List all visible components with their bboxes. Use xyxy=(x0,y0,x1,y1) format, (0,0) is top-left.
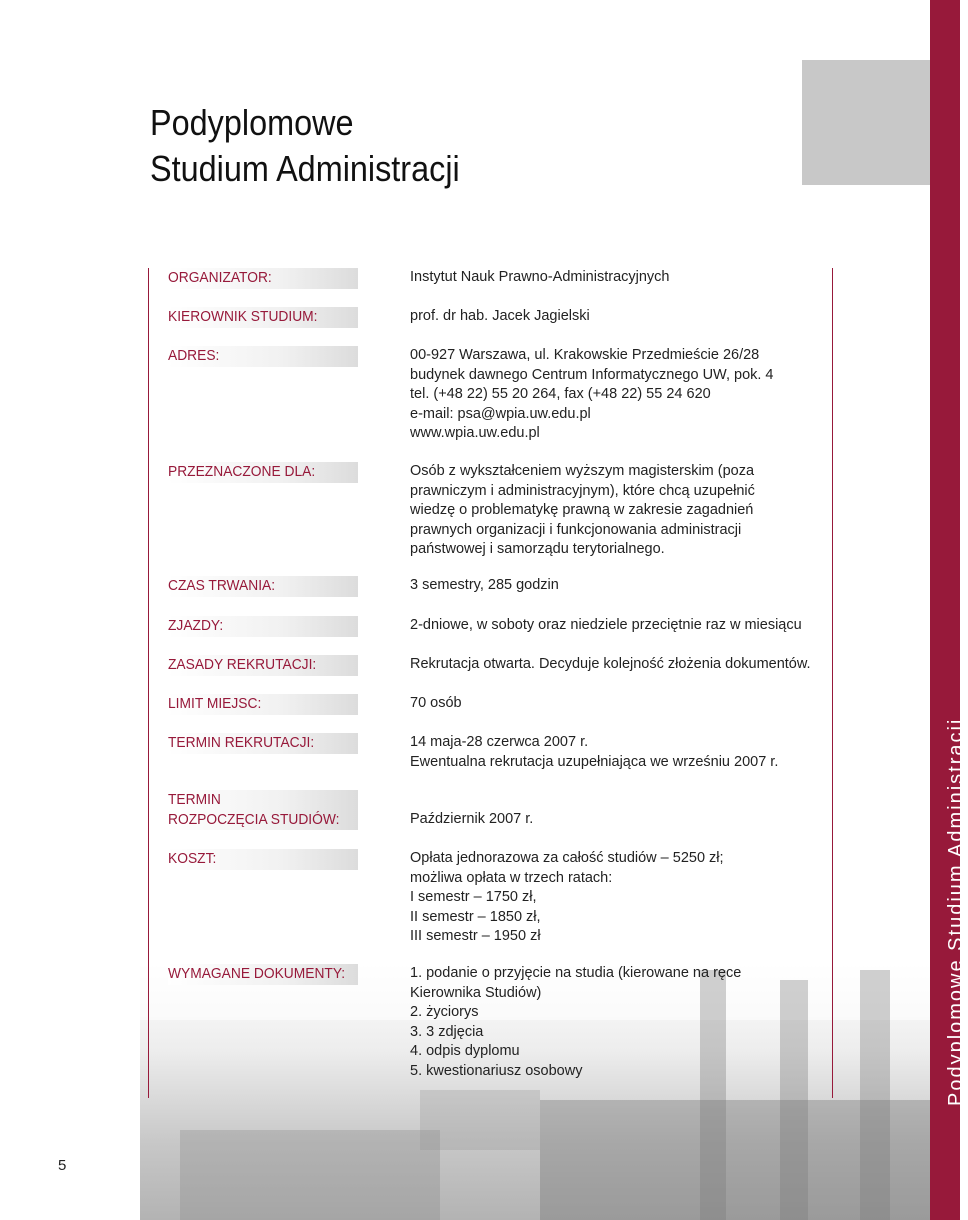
value-line: budynek dawnego Centrum Informatycznego UW, pok. 4 xyxy=(410,366,774,383)
photo-building xyxy=(180,1130,440,1220)
value-termin-rozpoczecia xyxy=(410,810,820,830)
value-line: II semestr – 1850 zł, xyxy=(410,908,541,925)
email-link[interactable]: e-mail: psa@wpia.uw.edu.pl xyxy=(410,405,591,422)
divider-left xyxy=(148,268,149,1098)
label-zasady: ZASADY REKRUTACJI: xyxy=(168,655,358,676)
label-adres: ADRES: xyxy=(168,346,358,367)
page-title-line1: Podyplomowe xyxy=(150,102,354,143)
label-termin-rozpoczecia: TERMIN ROZPOCZĘCIA STUDIÓW: xyxy=(168,790,358,830)
list-item: Kierownika Studiów) xyxy=(410,984,542,1001)
label-termin-rekrutacji: TERMIN REKRUTACJI: xyxy=(168,733,358,754)
value-czas xyxy=(410,576,820,596)
list-item: 2. życiorys xyxy=(410,1004,479,1020)
value-line: prawniczym i administracyjnym), które chcą uzupełnić xyxy=(410,482,755,499)
value-dokumenty xyxy=(410,964,820,1081)
value-zasady xyxy=(410,655,820,675)
label-przeznaczone: PRZEZNACZONE DLA: xyxy=(168,462,358,483)
value-line: prawnych organizacji i funkcjonowania administracji xyxy=(410,521,742,538)
value-line: Instytut Nauk Prawno-Administracyjnych xyxy=(410,269,670,285)
value-limit xyxy=(410,694,820,714)
page-title-line2: Studium Administracji xyxy=(150,148,460,189)
value-line: 00-927 Warszawa, ul. Krakowskie Przedmieście 26/28 xyxy=(410,347,760,363)
value-line: prof. dr hab. Jacek Jagielski xyxy=(410,308,590,324)
value-line: I semestr – 1750 zł, xyxy=(410,889,537,905)
value-termin-rekrutacji xyxy=(410,733,820,772)
value-adres xyxy=(410,346,820,444)
photo-tower xyxy=(420,1090,540,1150)
decorative-gray-block xyxy=(802,60,930,185)
list-item: 5. kwestionariusz osobowy xyxy=(410,1062,583,1079)
value-line: 70 osób xyxy=(410,695,462,711)
value-line: Opłata jednorazowa za całość studiów – 5250 zł; xyxy=(410,850,724,866)
label-limit: LIMIT MIEJSC: xyxy=(168,694,358,715)
value-line: Rekrutacja otwarta. Decyduje kolejność złożenia dokumentów. xyxy=(410,656,811,672)
value-organizator xyxy=(410,268,820,288)
value-przeznaczone xyxy=(410,462,820,560)
value-line: Ewentualna rekrutacja uzupełniająca we wrześniu 2007 r. xyxy=(410,753,779,770)
label-kierownik: KIEROWNIK STUDIUM: xyxy=(168,307,358,328)
list-item: 1. podanie o przyjęcie na studia (kierowane na ręce xyxy=(410,965,742,981)
value-line: Osób z wykształceniem wyższym magisterskim (poza xyxy=(410,463,755,479)
side-title: Podyplomowe Studium Administracji xyxy=(945,717,967,1106)
value-line: 2-dniowe, w soboty oraz niedziele przeciętnie raz w miesiącu xyxy=(410,617,802,633)
value-koszt xyxy=(410,849,820,947)
website-link[interactable]: www.wpia.uw.edu.pl xyxy=(410,425,540,441)
value-line: wiedzę o problematykę prawną w zakresie zagadnień xyxy=(410,502,754,518)
value-kierownik xyxy=(410,307,820,327)
value-line: tel. (+48 22) 55 20 264, fax (+48 22) 55 24 620 xyxy=(410,386,711,402)
value-line: 3 semestry, 285 godzin xyxy=(410,577,559,593)
value-line: III semestr – 1950 zł xyxy=(410,928,541,944)
page-number: 5 xyxy=(58,1157,67,1174)
value-line: 14 maja-28 czerwca 2007 r. xyxy=(410,734,589,750)
value-zjazdy xyxy=(410,616,820,636)
page-title xyxy=(150,100,460,192)
label-zjazdy: ZJAZDY: xyxy=(168,616,358,637)
list-item: 3. 3 zdjęcia xyxy=(410,1023,484,1040)
value-line: Październik 2007 r. xyxy=(410,811,534,827)
photo-column xyxy=(860,970,890,1220)
value-line: możliwa opłata w trzech ratach: xyxy=(410,869,613,886)
divider-right xyxy=(832,268,833,1098)
list-item: 4. odpis dyplomu xyxy=(410,1043,520,1059)
label-organizator: ORGANIZATOR: xyxy=(168,268,358,289)
label-koszt: KOSZT: xyxy=(168,849,358,870)
label-czas: CZAS TRWANIA: xyxy=(168,576,358,597)
value-line: państwowej i samorządu terytorialnego. xyxy=(410,541,665,557)
label-dokumenty: WYMAGANE DOKUMENTY: xyxy=(168,964,358,985)
